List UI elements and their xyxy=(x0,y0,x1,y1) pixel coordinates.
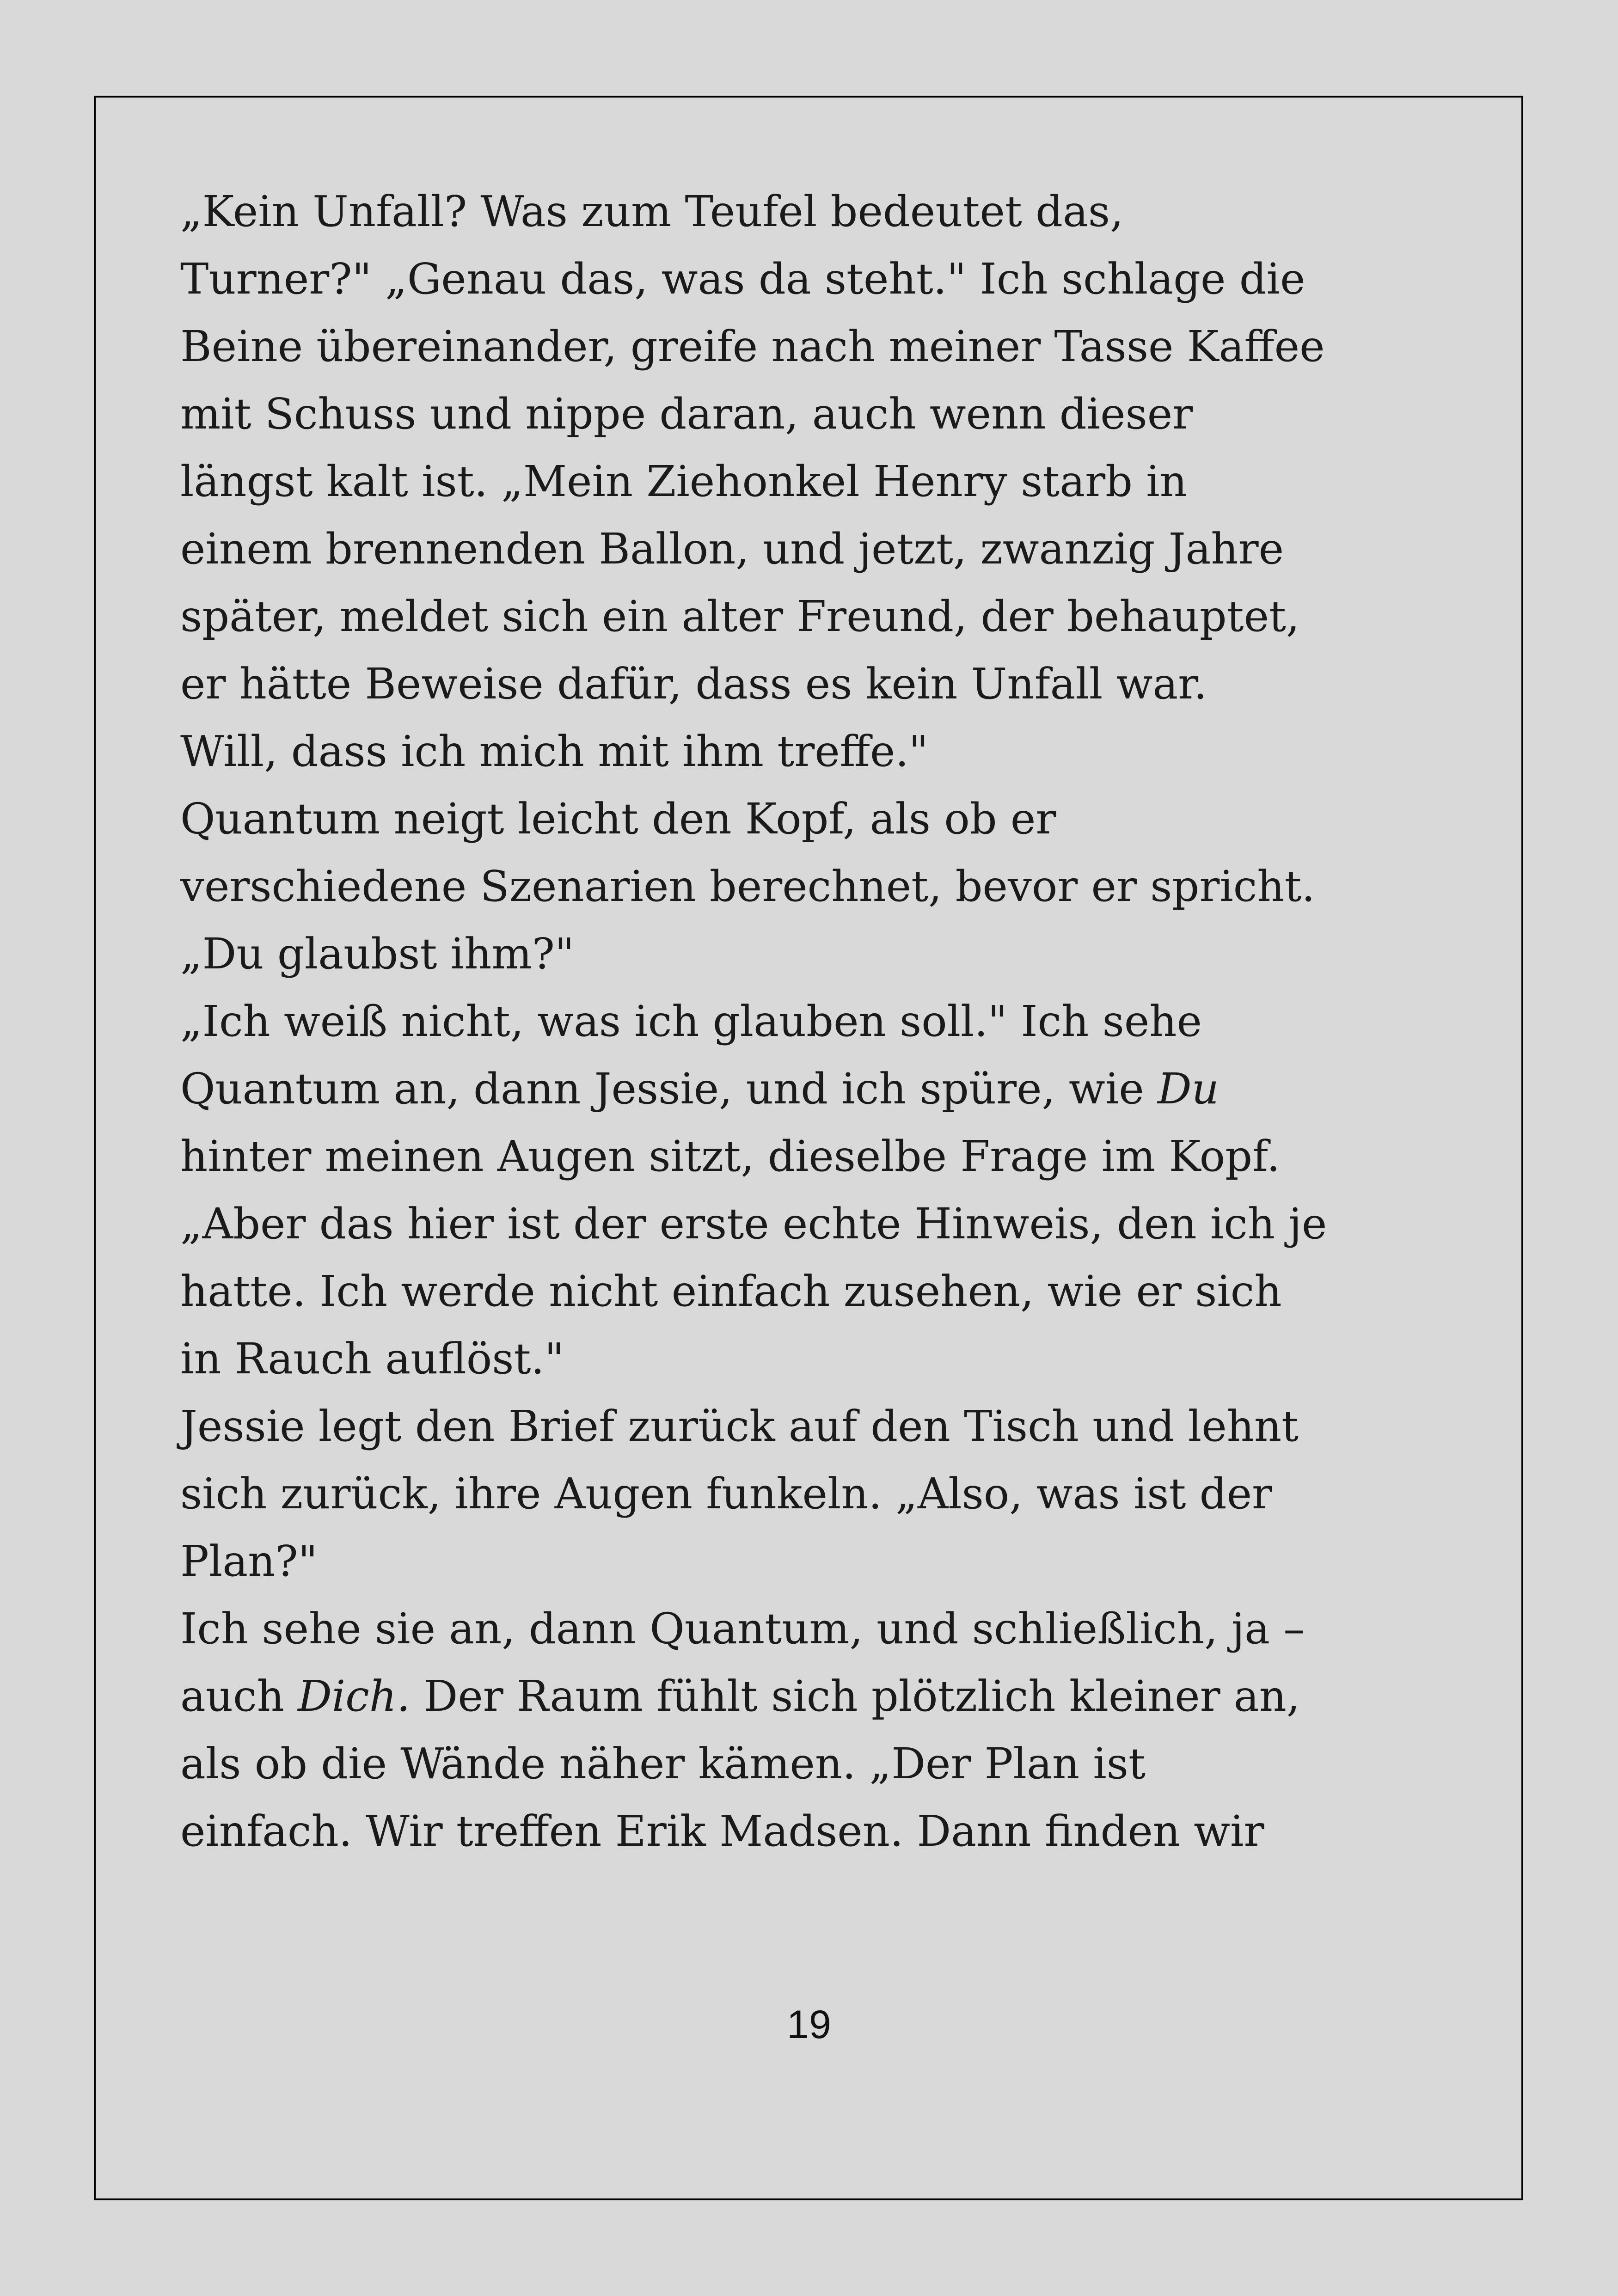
text-line: Ich sehe sie an, dann Quantum, und schließlich, ja – xyxy=(180,1604,1305,1653)
text-line: „Aber das hier ist der erste echte Hinweis, den ich je xyxy=(180,1199,1327,1249)
text-line: später, meldet sich ein alter Freund, der behauptet, xyxy=(180,592,1300,641)
text-line: Jessie legt den Brief zurück auf den Tisch und lehnt xyxy=(180,1402,1299,1451)
text-line: „Kein Unfall? Was zum Teufel bedeutet das, xyxy=(180,187,1124,236)
text-line: Beine übereinander, greife nach meiner Tasse Kaffee xyxy=(180,322,1325,371)
text-line: Turner?" „Genau das, was da steht." Ich schlage die xyxy=(180,254,1305,304)
text-line: „Ich weiß nicht, was ich glauben soll." Ich sehe xyxy=(180,997,1202,1046)
page-number: 19 xyxy=(787,2002,831,2047)
text-line: sich zurück, ihre Augen funkeln. „Also, was ist der xyxy=(180,1469,1272,1518)
text-fragment: auch xyxy=(180,1671,298,1721)
text-line: Quantum neigt leicht den Kopf, als ob er xyxy=(180,794,1056,844)
text-line: verschiedene Szenarien berechnet, bevor er spricht. xyxy=(180,862,1315,911)
text-fragment: Der Raum fühlt sich plötzlich kleiner an, xyxy=(410,1671,1300,1721)
text-line: längst kalt ist. „Mein Ziehonkel Henry starb in xyxy=(180,457,1187,506)
emphasis: Du xyxy=(1157,1064,1219,1114)
text-line: einfach. Wir treffen Erik Madsen. Dann finden wir xyxy=(180,1806,1264,1856)
text-line: Plan?" xyxy=(180,1537,318,1586)
emphasis: Dich. xyxy=(298,1671,411,1721)
text-line xyxy=(180,1663,1364,1730)
text-line: er hätte Beweise dafür, dass es kein Unfall war. xyxy=(180,659,1207,709)
text-line: als ob die Wände näher kämen. „Der Plan ist xyxy=(180,1739,1146,1788)
text-fragment: Quantum an, dann Jessie, und ich spüre, wie xyxy=(180,1064,1158,1114)
text-line xyxy=(180,1055,1364,1123)
text-line: Will, dass ich mich mit ihm treffe." xyxy=(180,727,929,776)
text-line: einem brennenden Ballon, und jetzt, zwanzig Jahre xyxy=(180,524,1284,574)
text-line: mit Schuss und nippe daran, auch wenn dieser xyxy=(180,389,1193,439)
text-line: in Rauch auflöst." xyxy=(180,1334,564,1384)
text-line: hinter meinen Augen sitzt, dieselbe Frage im Kopf. xyxy=(180,1132,1281,1181)
text-line: „Du glaubst ihm?" xyxy=(180,929,575,979)
text-line: hatte. Ich werde nicht einfach zusehen, wie er sich xyxy=(180,1267,1282,1316)
body-text xyxy=(180,178,1364,1865)
